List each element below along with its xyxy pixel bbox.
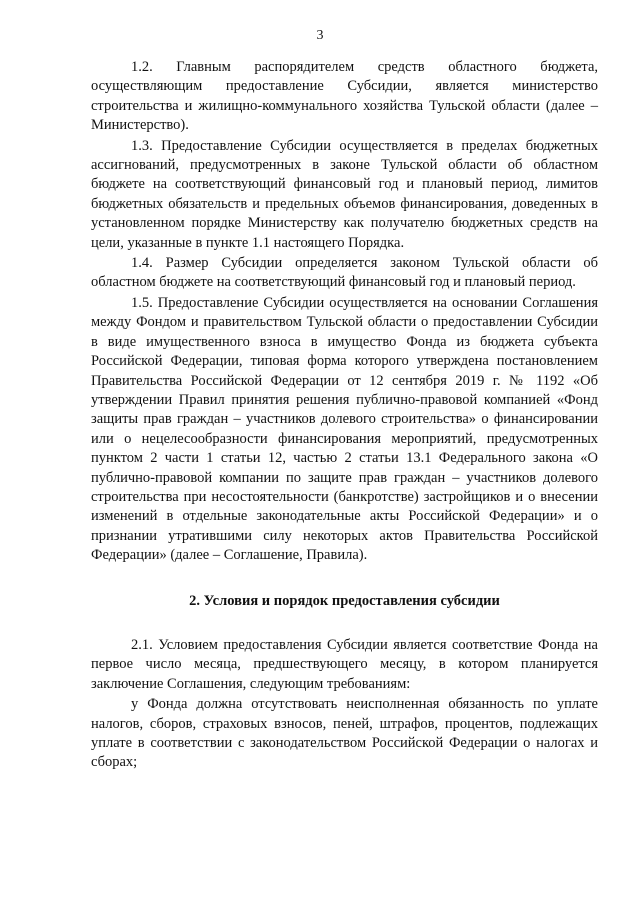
- paragraph-1-3: 1.3. Предоставление Субсидии осуществляется в пределах бюджетных ассигнований, предусмотренных в законе Тульской области об областном бюджете на соответствующий финансовый год и плановый период, лимитов бюджетных обязательств и предельных объемов финансирования, доведенных в установленном порядке Министерству как получателю бюджетных средств на цели, указанные в пункте 1.1 настоящего Порядка.: [91, 137, 598, 251]
- paragraph-1-2: 1.2. Главным распорядителем средств областного бюджета, осуществляющим предоставление Субсидии, является министерство строительства и жилищно-коммунального хозяйства Тульской области (далее – Министерство).: [91, 59, 598, 134]
- page-number: 3: [316, 28, 324, 43]
- section-heading: 2. Условия и порядок предоставления субсидии: [189, 592, 500, 609]
- document-body: [91, 58, 598, 773]
- paragraph-2-1: 2.1. Условием предоставления Субсидии является соответствие Фонда на первое число месяца, предшествующего месяцу, в котором планируется заключение Соглашения, следующим требованиям:: [91, 636, 598, 692]
- paragraph-1-4: 1.4. Размер Субсидии определяется законом Тульской области об областном бюджете на соответствующий финансовый год и плановый период.: [91, 255, 598, 291]
- paragraph-tax-requirement: у Фонда должна отсутствовать неисполненная обязанность по уплате налогов, сборов, страховых взносов, пеней, штрафов, процентов, подлежащих уплате в соответствии с законодательством Российской Федерации о налогах и сборах;: [91, 696, 598, 771]
- paragraph-1-5: 1.5. Предоставление Субсидии осуществляется на основании Соглашения между Фондом и правительством Тульской области о предоставлении Субсидии в виде имущественного взноса в имущество Фонда из бюджета субъекта Российской Федерации, типовая форма которого утверждена постановлением Правительства Российской Федерации от 12 сентября 2019 г. № 1192 «Об утверждении Правил принятия решения публично-правовой компанией «Фонд защиты прав граждан – участников долевого строительства» о финансировании или о нецелесообразности финансирования мероприятий, предусмотренных пунктом 2 части 1 статьи 12, частью 2 статьи 13.1 Федерального закона «О публично-правовой компании по защите прав граждан – участников долевого строительства при несостоятельности (банкротстве) застройщиков и о внесении изменений в отдельные законодательные акты Российской Федерации» и о признании утратившими силу некоторых актов Правительства Российской Федерации» (далее – Соглашение, Правила).: [91, 294, 598, 564]
